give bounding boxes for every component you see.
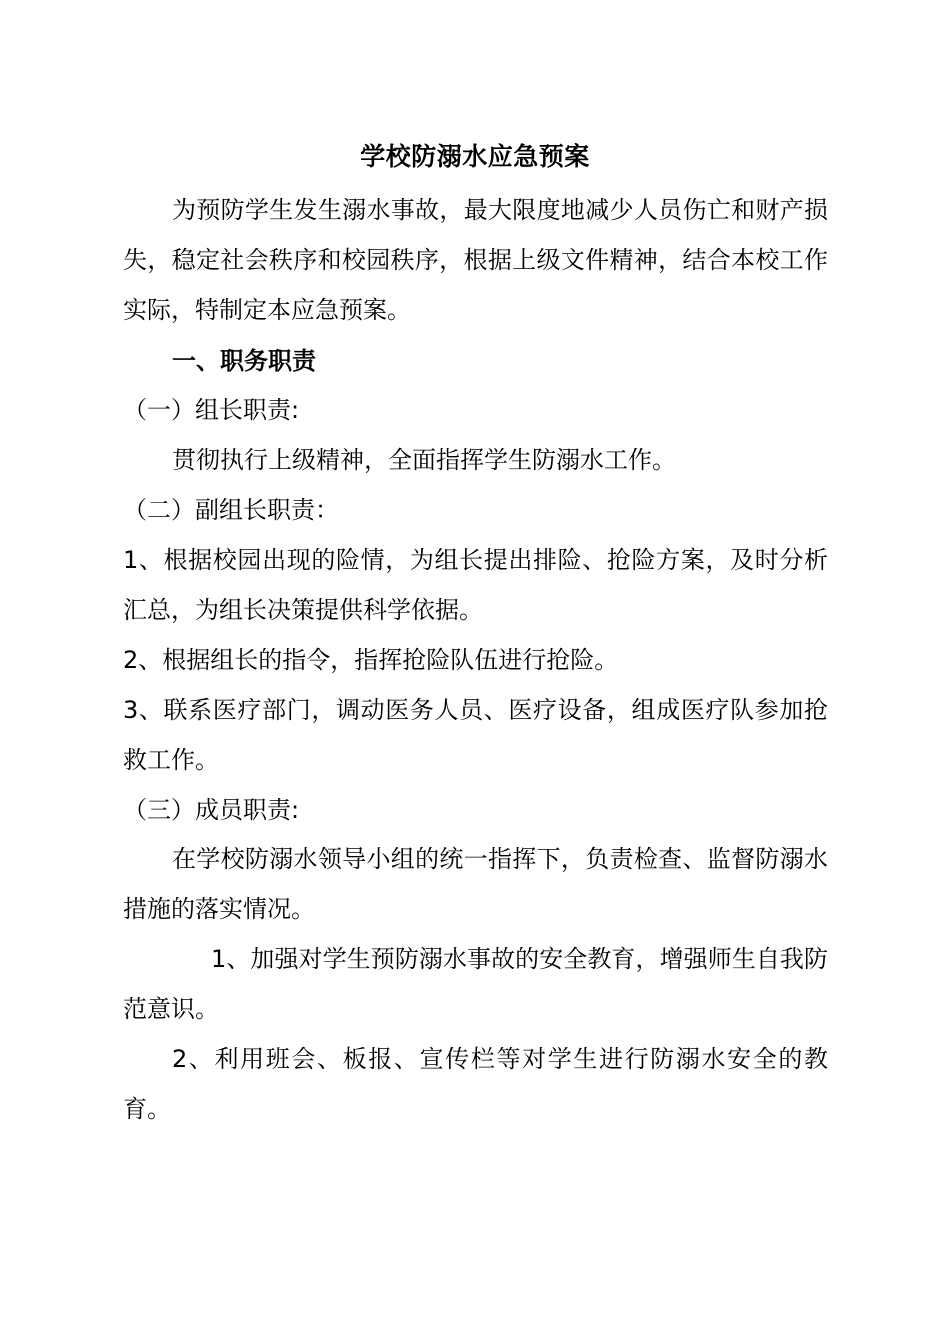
subheading-member-duties: （三）成员职责: xyxy=(123,796,300,824)
section-heading-duties: 一、职务职责 xyxy=(172,347,316,375)
leader-duties-text: 贯彻执行上级精神，全面指挥学生防溺水工作。 xyxy=(172,446,676,474)
intro-paragraph: 为预防学生发生溺水事故，最大限度地减少人员伤亡和财产损失，稳定社会秩序和校园秩序，根据上级文件精神，结合本校工作实际，特制定本应急预案。 xyxy=(123,196,828,324)
deputy-duty-item-3: 3、联系医疗部门，调动医务人员、医疗设备，组成医疗队参加抢救工作。 xyxy=(123,696,828,774)
deputy-duty-item-2: 2、根据组长的指令，指挥抢险队伍进行抢险。 xyxy=(123,646,619,674)
measure-item-2: 2、利用班会、板报、宣传栏等对学生进行防溺水安全的教育。 xyxy=(123,1045,828,1123)
subheading-deputy-duties: （二）副组长职责： xyxy=(123,496,339,524)
measure-item-1: 1、加强对学生预防溺水事故的安全教育，增强师生自我防范意识。 xyxy=(123,945,828,1023)
member-duties-text: 在学校防溺水领导小组的统一指挥下，负责检查、监督防溺水措施的落实情况。 xyxy=(123,845,828,923)
deputy-duty-item-1: 1、根据校园出现的险情，为组长提出排险、抢险方案，及时分析汇总，为组长决策提供科学依据。 xyxy=(123,546,828,624)
subheading-leader-duties: （一）组长职责: xyxy=(123,396,300,424)
document-title: 学校防溺水应急预案 xyxy=(360,142,590,171)
